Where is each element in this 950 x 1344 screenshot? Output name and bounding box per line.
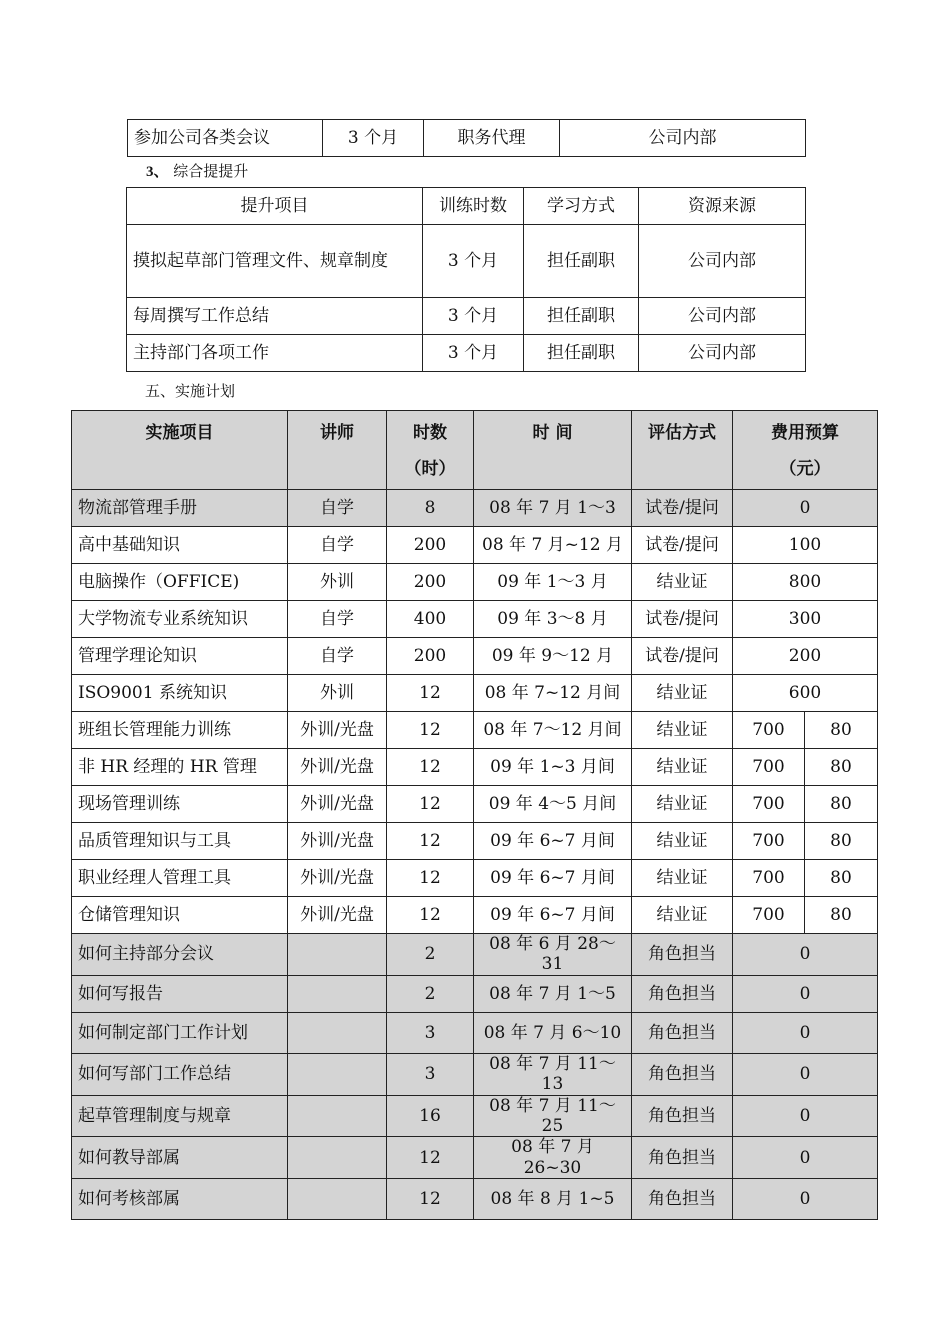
table-cell: 参加公司各类会议 — [128, 120, 323, 157]
table-cell: 3 个月 — [423, 335, 524, 372]
table-row — [72, 527, 878, 564]
column-header — [387, 411, 474, 490]
table-cell: 职务代理 — [424, 120, 560, 157]
table-cell: 外训/光盘 — [288, 897, 387, 934]
table-cell: 结业证 — [632, 712, 733, 749]
table-cell: 2 — [387, 934, 474, 976]
column-header — [733, 411, 878, 490]
table-cell: 09 年 6~7 月间 — [474, 860, 632, 897]
table-cell: 12 — [387, 749, 474, 786]
table-cell: 12 — [387, 675, 474, 712]
table-cell: 结业证 — [632, 675, 733, 712]
table-row — [127, 225, 806, 298]
table-cell: 700 — [733, 786, 805, 823]
table-cell: 结业证 — [632, 897, 733, 934]
table-cell: 试卷/提问 — [632, 638, 733, 675]
table-cell: 700 — [733, 897, 805, 934]
table-cell: 200 — [387, 527, 474, 564]
table-cell: 08 年 7 月 11～13 — [474, 1053, 632, 1095]
table-cell: 3 — [387, 1012, 474, 1053]
table-row — [72, 638, 878, 675]
table-cell: 700 — [733, 712, 805, 749]
table-cell: 09 年 4～5 月间 — [474, 786, 632, 823]
table-cell: 外训/光盘 — [288, 786, 387, 823]
header-line: 时数 — [413, 423, 447, 443]
table-cell: 角色担当 — [632, 1179, 733, 1220]
table-cell: 公司内部 — [560, 120, 806, 157]
table-cell — [288, 1095, 387, 1137]
implementation-plan-table — [71, 410, 878, 1220]
section-number: 3 — [146, 164, 154, 180]
table-cell: 结业证 — [632, 749, 733, 786]
table-cell: 自学 — [288, 527, 387, 564]
table-cell: 0 — [733, 1053, 878, 1095]
table-cell: 担任副职 — [524, 335, 639, 372]
table-cell: 职业经理人管理工具 — [72, 860, 288, 897]
column-header: 提升项目 — [127, 188, 423, 225]
rows-group-c — [72, 712, 878, 934]
table-cell: 班组长管理能力训练 — [72, 712, 288, 749]
column-header: 训练时数 — [423, 188, 524, 225]
table-row — [72, 975, 878, 1012]
table-cell: 公司内部 — [639, 298, 806, 335]
table-cell: 09 年 9～12 月 — [474, 638, 632, 675]
table-cell: 起草管理制度与规章 — [72, 1095, 288, 1137]
table-cell: 12 — [387, 1179, 474, 1220]
table-cell: 担任副职 — [524, 298, 639, 335]
table-row — [127, 298, 806, 335]
table-cell: 管理学理论知识 — [72, 638, 288, 675]
table-cell: 如何教导部属 — [72, 1137, 288, 1179]
table-cell: 如何考核部属 — [72, 1179, 288, 1220]
table-row — [128, 120, 806, 157]
table-cell: 试卷/提问 — [632, 527, 733, 564]
table-cell: 结业证 — [632, 786, 733, 823]
table-cell: 外训/光盘 — [288, 749, 387, 786]
table-cell: 高中基础知识 — [72, 527, 288, 564]
table-cell: 600 — [733, 675, 878, 712]
table-cell: 试卷/提问 — [632, 601, 733, 638]
table-cell: 08 年 7～12 月间 — [474, 712, 632, 749]
column-header: 资源来源 — [639, 188, 806, 225]
table-cell: 800 — [733, 564, 878, 601]
table-cell: 结业证 — [632, 860, 733, 897]
table-cell: 3 个月 — [423, 298, 524, 335]
table-cell: 200 — [387, 638, 474, 675]
table-cell: 0 — [733, 1137, 878, 1179]
header-line: （元） — [779, 459, 831, 479]
table-cell: 0 — [733, 490, 878, 527]
table-cell: 08 年 6 月 28～31 — [474, 934, 632, 976]
table-cell: 0 — [733, 1179, 878, 1220]
rows-group-d — [72, 934, 878, 1220]
table-cell: 09 年 6~7 月间 — [474, 897, 632, 934]
table-cell: 电脑操作（OFFICE) — [72, 564, 288, 601]
table-header-row — [72, 411, 878, 490]
table-cell: 主持部门各项工作 — [127, 335, 423, 372]
section-3-heading — [146, 160, 248, 181]
table-cell: 09 年 6~7 月间 — [474, 823, 632, 860]
table-cell: 09 年 3～8 月 — [474, 601, 632, 638]
table-cell: 12 — [387, 860, 474, 897]
table-cell — [288, 934, 387, 976]
table-row — [72, 601, 878, 638]
table-cell: 09 年 1~3 月间 — [474, 749, 632, 786]
table-cell: 80 — [805, 786, 878, 823]
table-cell: 08 年 7 月 1～3 — [474, 490, 632, 527]
rows-group-a — [72, 490, 878, 527]
table-cell: 试卷/提问 — [632, 490, 733, 527]
table-row — [72, 823, 878, 860]
table-cell: 8 — [387, 490, 474, 527]
table-row — [127, 335, 806, 372]
table-cell — [288, 1137, 387, 1179]
table-cell: 自学 — [288, 638, 387, 675]
table-cell: 公司内部 — [639, 225, 806, 298]
table-cell — [288, 1179, 387, 1220]
table-cell: 09 年 1～3 月 — [474, 564, 632, 601]
table-cell: 08 年 7 月 26~30 — [474, 1137, 632, 1179]
column-header: 讲师 — [288, 411, 387, 490]
table-row — [72, 1012, 878, 1053]
table-cell: 700 — [733, 860, 805, 897]
table-cell: 200 — [733, 638, 878, 675]
table-cell: 摸拟起草部门管理文件、规章制度 — [127, 225, 423, 298]
table-cell: 外训/光盘 — [288, 712, 387, 749]
table-row — [72, 1053, 878, 1095]
table-row — [72, 712, 878, 749]
table-cell: 非 HR 经理的 HR 管理 — [72, 749, 288, 786]
table-cell: 700 — [733, 823, 805, 860]
section-5-heading: 五、实施计划 — [145, 382, 236, 400]
table-cell: ISO9001 系统知识 — [72, 675, 288, 712]
table-row — [72, 897, 878, 934]
table-row — [72, 1095, 878, 1137]
meeting-table — [127, 119, 806, 157]
table-cell: 外训/光盘 — [288, 823, 387, 860]
table-row — [72, 749, 878, 786]
table-cell: 300 — [733, 601, 878, 638]
column-header: 学习方式 — [524, 188, 639, 225]
table-cell: 80 — [805, 897, 878, 934]
table-cell: 担任副职 — [524, 225, 639, 298]
section-title: 综合提提升 — [173, 162, 249, 180]
table-cell: 外训 — [288, 564, 387, 601]
table-cell: 角色担当 — [632, 1137, 733, 1179]
table-row — [72, 564, 878, 601]
table-cell: 12 — [387, 712, 474, 749]
table-cell: 角色担当 — [632, 1095, 733, 1137]
table-cell: 角色担当 — [632, 1012, 733, 1053]
improvement-table — [126, 187, 806, 372]
table-cell: 2 — [387, 975, 474, 1012]
table-cell: 自学 — [288, 490, 387, 527]
table-header-row — [127, 188, 806, 225]
table-cell: 08 年 7 月 6～10 — [474, 1012, 632, 1053]
table-cell — [288, 975, 387, 1012]
table-cell: 角色担当 — [632, 1053, 733, 1095]
column-header: 实施项目 — [72, 411, 288, 490]
table-cell: 品质管理知识与工具 — [72, 823, 288, 860]
table-cell: 100 — [733, 527, 878, 564]
table-row — [72, 786, 878, 823]
table-cell: 3 个月 — [423, 225, 524, 298]
table-cell: 0 — [733, 1095, 878, 1137]
table-cell: 外训 — [288, 675, 387, 712]
table-row — [72, 490, 878, 527]
table-cell: 公司内部 — [639, 335, 806, 372]
header-line: 费用预算 — [771, 423, 839, 443]
table-cell: 0 — [733, 1012, 878, 1053]
table-cell — [288, 1012, 387, 1053]
table-cell: 200 — [387, 564, 474, 601]
table-cell: 80 — [805, 823, 878, 860]
table-cell: 16 — [387, 1095, 474, 1137]
table-cell: 0 — [733, 934, 878, 976]
table-cell: 结业证 — [632, 564, 733, 601]
table-cell: 12 — [387, 897, 474, 934]
table-cell: 08 年 7 月 1～5 — [474, 975, 632, 1012]
section-separator: 、 — [153, 164, 169, 180]
table-cell: 3 个月 — [323, 120, 424, 157]
table-cell: 现场管理训练 — [72, 786, 288, 823]
table-cell: 如何主持部分会议 — [72, 934, 288, 976]
table-cell: 12 — [387, 786, 474, 823]
table-cell: 仓储管理知识 — [72, 897, 288, 934]
table-row — [72, 934, 878, 976]
table-cell: 3 — [387, 1053, 474, 1095]
table-cell: 如何写报告 — [72, 975, 288, 1012]
table-row — [72, 860, 878, 897]
table-cell: 08 年 7~12 月间 — [474, 675, 632, 712]
column-header: 评估方式 — [632, 411, 733, 490]
table-cell: 外训/光盘 — [288, 860, 387, 897]
rows-group-b — [72, 527, 878, 712]
table-cell: 角色担当 — [632, 934, 733, 976]
table-cell: 08 年 7 月 11～25 — [474, 1095, 632, 1137]
table-cell: 自学 — [288, 601, 387, 638]
column-header: 时 间 — [474, 411, 632, 490]
table-cell: 每周撰写工作总结 — [127, 298, 423, 335]
table-cell: 物流部管理手册 — [72, 490, 288, 527]
table-cell: 大学物流专业系统知识 — [72, 601, 288, 638]
table-cell: 12 — [387, 823, 474, 860]
table-cell: 如何制定部门工作计划 — [72, 1012, 288, 1053]
table-cell — [288, 1053, 387, 1095]
table-cell: 0 — [733, 975, 878, 1012]
table-row — [72, 1137, 878, 1179]
table-cell: 700 — [733, 749, 805, 786]
table-row — [72, 675, 878, 712]
table-cell: 80 — [805, 712, 878, 749]
table-cell: 80 — [805, 749, 878, 786]
table-row — [72, 1179, 878, 1220]
table-cell: 08 年 8 月 1~5 — [474, 1179, 632, 1220]
table-cell: 80 — [805, 860, 878, 897]
table-cell: 角色担当 — [632, 975, 733, 1012]
header-line: （时） — [404, 459, 456, 479]
table-cell: 08 年 7 月~12 月 — [474, 527, 632, 564]
table-cell: 如何写部门工作总结 — [72, 1053, 288, 1095]
table-cell: 12 — [387, 1137, 474, 1179]
table-cell: 结业证 — [632, 823, 733, 860]
table-cell: 400 — [387, 601, 474, 638]
